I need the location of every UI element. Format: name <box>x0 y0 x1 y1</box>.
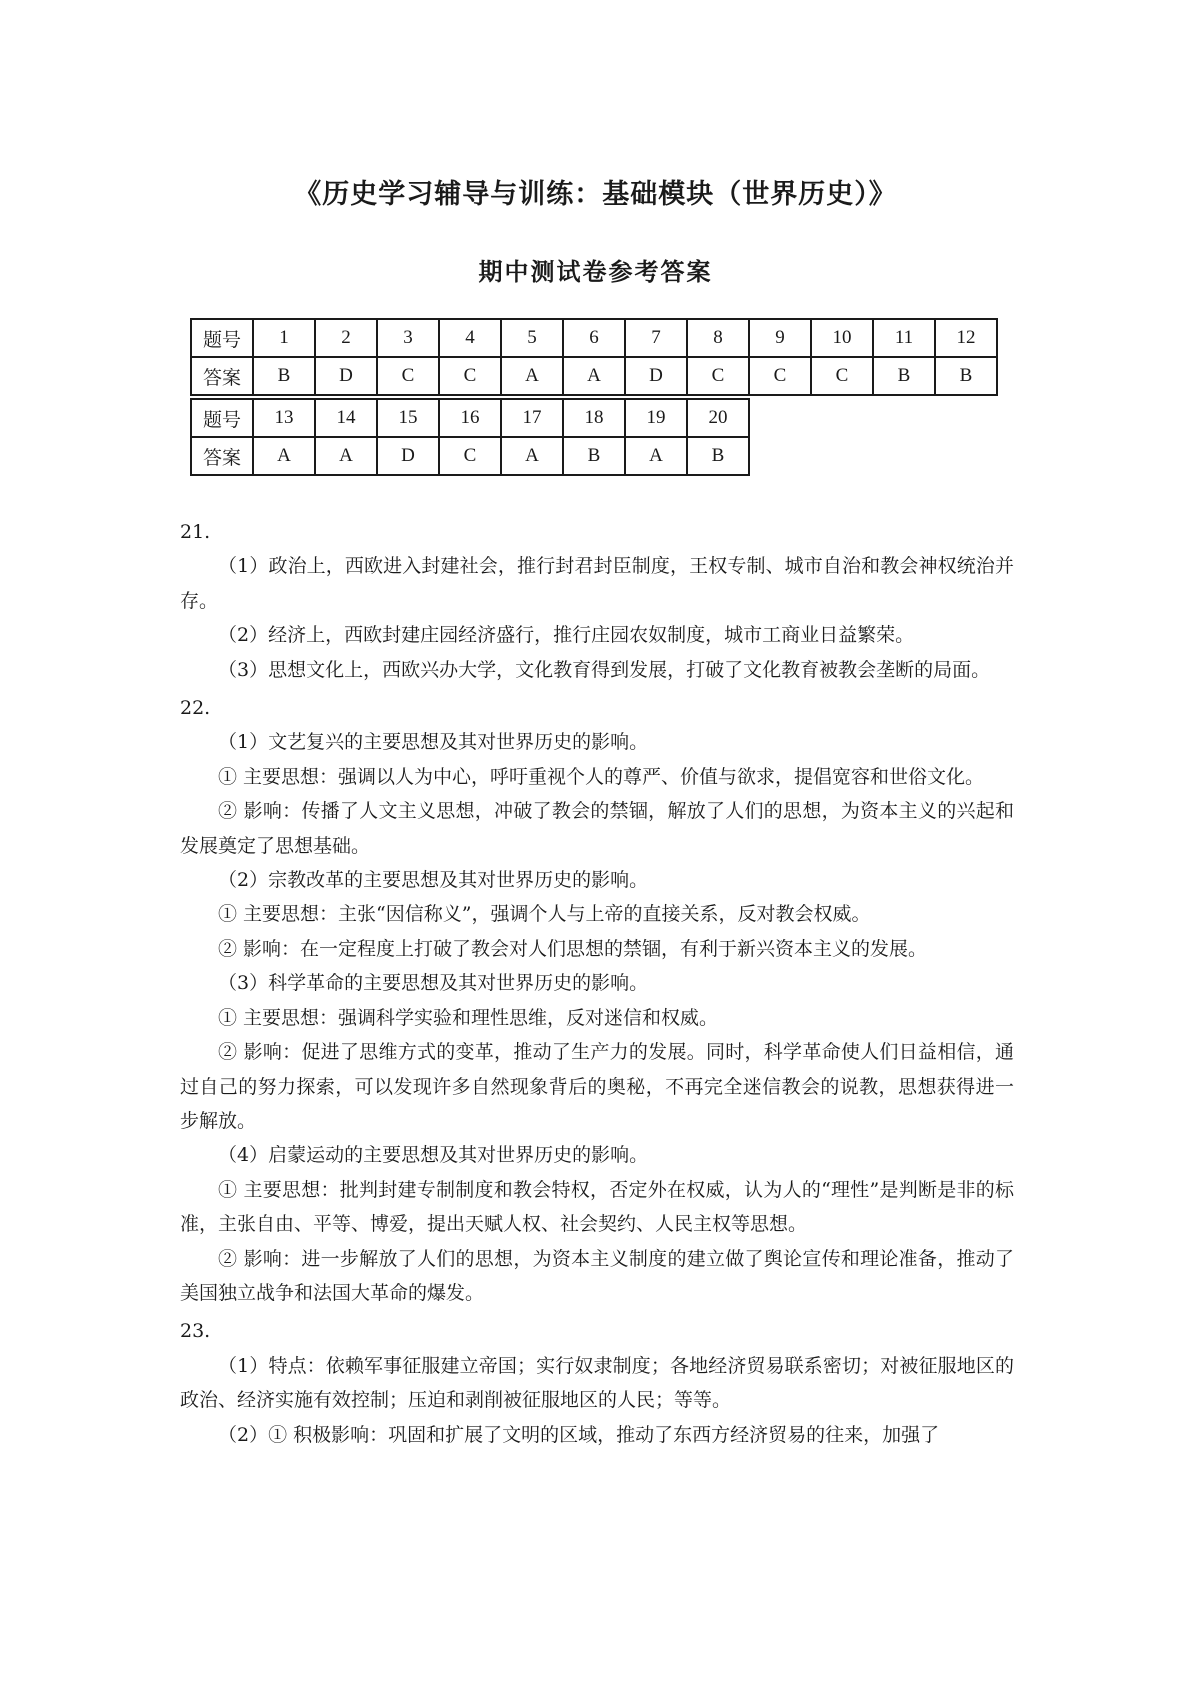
table-cell: 5 <box>501 319 563 357</box>
table-cell: 15 <box>377 399 439 437</box>
table-cell: B <box>563 437 625 475</box>
answer-paragraph: （4）启蒙运动的主要思想及其对世界历史的影响。 <box>218 1144 649 1167</box>
table-cell: D <box>625 357 687 395</box>
answer-paragraph: ② 影响：进一步解放了人们的思想，为资本主义制度的建立做了舆论宣传和理论准备，推动了美国独立战争和法国大革命的爆发。 <box>180 1247 1014 1304</box>
table-cell: B <box>935 357 997 395</box>
table-cell: C <box>687 357 749 395</box>
table-cell: 9 <box>749 319 811 357</box>
table-row <box>191 357 997 395</box>
row-label-question: 题号 <box>191 319 253 357</box>
table-cell: A <box>501 357 563 395</box>
answer-table-2 <box>190 398 750 476</box>
table-cell: B <box>873 357 935 395</box>
table-row <box>191 319 997 357</box>
table-cell: A <box>501 437 563 475</box>
table-cell: A <box>563 357 625 395</box>
table-cell: 13 <box>253 399 315 437</box>
answer-paragraph: （3）思想文化上，西欧兴办大学，文化教育得到发展，打破了文化教育被教会垄断的局面。 <box>218 658 991 681</box>
answer-paragraph: （2）经济上，西欧封建庄园经济盛行，推行庄园农奴制度，城市工商业日益繁荣。 <box>218 624 915 647</box>
table-cell: B <box>687 437 749 475</box>
row-label-answer: 答案 <box>191 437 253 475</box>
answer-table-1 <box>190 318 998 396</box>
row-label-question: 题号 <box>191 399 253 437</box>
table-cell: 18 <box>563 399 625 437</box>
table-cell: 11 <box>873 319 935 357</box>
table-cell: A <box>315 437 377 475</box>
table-cell: C <box>439 437 501 475</box>
answer-paragraph: ① 主要思想：批判封建专制制度和教会特权，否定外在权威，认为人的“理性”是判断是非的标准，主张自由、平等、博爱，提出天赋人权、社会契约、人民主权等思想。 <box>180 1178 1014 1236</box>
table-cell: A <box>625 437 687 475</box>
answer-paragraph: （3）科学革命的主要思想及其对世界历史的影响。 <box>218 972 649 995</box>
table-cell: 6 <box>563 319 625 357</box>
answer-body <box>180 515 1014 1452</box>
table-cell: C <box>811 357 873 395</box>
question-number-22: 22. <box>180 697 211 720</box>
answer-paragraph: （2）宗教改革的主要思想及其对世界历史的影响。 <box>218 869 649 892</box>
answer-paragraph: ② 影响：在一定程度上打破了教会对人们思想的禁锢，有利于新兴资本主义的发展。 <box>218 937 928 960</box>
table-cell: C <box>377 357 439 395</box>
table-cell: D <box>377 437 439 475</box>
table-cell: 16 <box>439 399 501 437</box>
table-cell: 8 <box>687 319 749 357</box>
table-cell: D <box>315 357 377 395</box>
table-cell: 2 <box>315 319 377 357</box>
answer-paragraph: （1）特点：依赖军事征服建立帝国；实行奴隶制度；各地经济贸易联系密切；对被征服地区的政治、经济实施有效控制；压迫和剥削被征服地区的人民；等等。 <box>180 1354 1014 1412</box>
question-number-21: 21. <box>180 521 211 543</box>
table-cell: 10 <box>811 319 873 357</box>
table-cell: 20 <box>687 399 749 437</box>
table-row <box>191 399 749 437</box>
row-label-answer: 答案 <box>191 357 253 395</box>
document-title: 《历史学习辅导与训练：基础模块（世界历史）》 <box>294 179 897 210</box>
table-cell: 3 <box>377 319 439 357</box>
table-cell: 7 <box>625 319 687 357</box>
table-row <box>191 437 749 475</box>
table-cell: 14 <box>315 399 377 437</box>
table-cell: 4 <box>439 319 501 357</box>
table-cell: 12 <box>935 319 997 357</box>
document-subtitle: 期中测试卷参考答案 <box>478 257 713 286</box>
answer-paragraph: ① 主要思想：强调以人为中心，呼吁重视个人的尊严、价值与欲求，提倡宽容和世俗文化。 <box>218 765 985 788</box>
answer-paragraph: ② 影响：促进了思维方式的变革，推动了生产力的发展。同时，科学革命使人们日益相信，通过自己的努力探索，可以发现许多自然现象背后的奥秘，不再完全迷信教会的说教，思想获得进一步解放。 <box>180 1041 1014 1132</box>
table-cell: C <box>749 357 811 395</box>
table-cell: A <box>253 437 315 475</box>
question-number-23: 23. <box>180 1320 211 1343</box>
answer-paragraph: ① 主要思想：主张“因信称义”，强调个人与上帝的直接关系，反对教会权威。 <box>218 903 871 926</box>
answer-paragraph: ① 主要思想：强调科学实验和理性思维，反对迷信和权威。 <box>218 1006 719 1029</box>
table-cell: C <box>439 357 501 395</box>
table-cell: B <box>253 357 315 395</box>
table-cell: 17 <box>501 399 563 437</box>
answer-paragraph: （1）文艺复兴的主要思想及其对世界历史的影响。 <box>218 731 649 754</box>
table-cell: 19 <box>625 399 687 437</box>
answer-paragraph: （1）政治上，西欧进入封建社会，推行封君封臣制度，王权专制、城市自治和教会神权统治并存。 <box>180 555 1014 612</box>
table-cell: 1 <box>253 319 315 357</box>
answer-paragraph: （2）① 积极影响：巩固和扩展了文明的区域，推动了东西方经济贸易的往来，加强了 <box>218 1423 940 1446</box>
answer-paragraph: ② 影响：传播了人文主义思想，冲破了教会的禁锢，解放了人们的思想，为资本主义的兴起和发展奠定了思想基础。 <box>180 800 1014 857</box>
